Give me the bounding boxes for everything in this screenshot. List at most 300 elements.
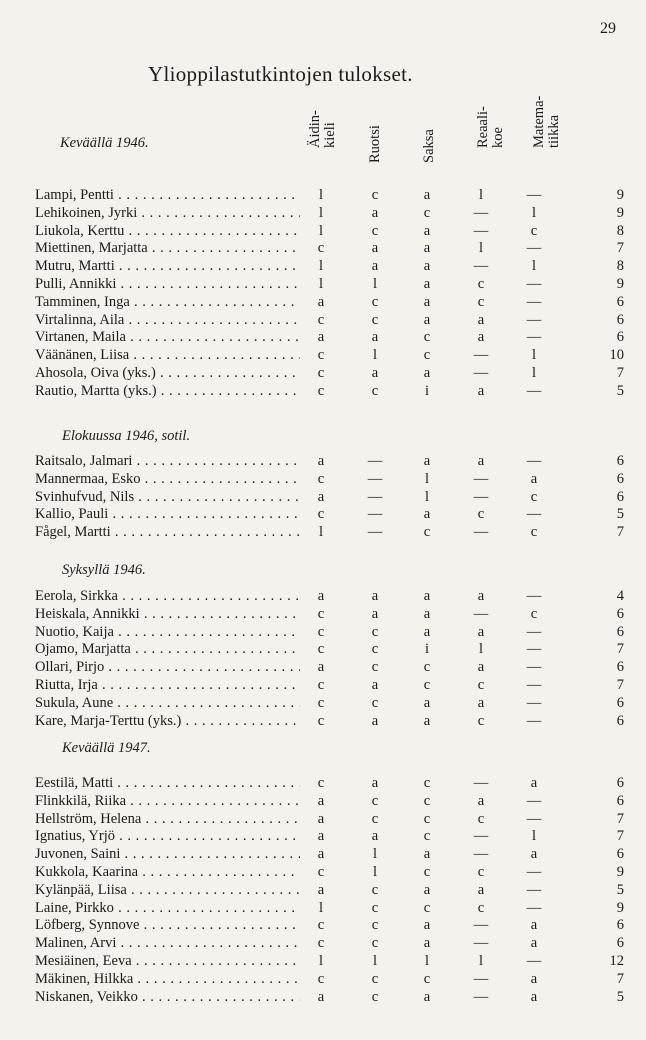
grade-cell: — xyxy=(526,810,542,827)
grade-cell: a xyxy=(317,293,325,310)
points-total: 10 xyxy=(609,347,624,364)
grade-cell: a xyxy=(371,588,379,604)
grade-cell: — xyxy=(526,899,542,916)
table-row xyxy=(0,640,646,658)
grade-cell: c xyxy=(371,293,379,310)
student-name: Virtalinna, Aila . . . xyxy=(35,311,300,329)
table-row xyxy=(0,952,646,970)
grade-cell: l xyxy=(478,240,484,257)
table-row xyxy=(0,587,646,605)
grade-cell: a xyxy=(423,506,431,523)
grade-cell: l xyxy=(372,864,378,880)
grade-cell: — xyxy=(526,792,542,809)
table-row xyxy=(0,488,646,506)
grade-cell: c xyxy=(317,365,325,381)
student-name: Mannermaa, Esko . . . xyxy=(35,470,300,488)
grade-cell: l xyxy=(424,488,430,505)
student-name: Tamminen, Inga . . . xyxy=(35,293,300,311)
grade-cell: a xyxy=(371,677,379,693)
grade-cell: a xyxy=(477,382,485,399)
points-total: 6 xyxy=(616,712,624,729)
points-total: 9 xyxy=(616,899,624,916)
grade-cell: l xyxy=(478,641,484,658)
grade-cell: l xyxy=(424,953,430,969)
grade-cell: c xyxy=(477,712,485,729)
table-row xyxy=(0,916,646,934)
grade-cell: a xyxy=(423,605,431,622)
points-total: 7 xyxy=(616,524,624,541)
grade-cell: c xyxy=(371,694,379,711)
table-row xyxy=(0,774,646,792)
grade-cell: c xyxy=(317,935,325,952)
points-total: 8 xyxy=(616,258,624,275)
grade-cell: l xyxy=(372,347,378,364)
student-name: Niskanen, Veikko . . . xyxy=(35,988,300,1006)
grade-cell: c xyxy=(423,659,431,676)
column-header xyxy=(472,96,508,180)
grade-cell: c xyxy=(371,881,379,898)
grade-cell: — xyxy=(526,623,542,640)
student-name: Ollari, Pirjo . . . xyxy=(35,658,300,676)
grade-cell: — xyxy=(526,659,542,676)
grade-cell: c xyxy=(317,775,325,791)
grade-cell: l xyxy=(318,953,324,969)
grade-cell: — xyxy=(526,641,542,658)
grade-cell: c xyxy=(423,524,431,541)
grade-cell: l xyxy=(531,828,537,845)
student-name: Laine, Pirkko . . . xyxy=(35,899,300,917)
grade-cell: a xyxy=(317,329,325,346)
points-total: 7 xyxy=(616,810,624,827)
grade-cell: — xyxy=(473,935,489,952)
grade-cell: — xyxy=(526,276,542,292)
grade-cell: a xyxy=(530,970,538,987)
grade-cell: a xyxy=(423,222,431,239)
table-row xyxy=(0,382,646,400)
points-total: 6 xyxy=(616,329,624,346)
table-row xyxy=(0,712,646,730)
grade-cell: c xyxy=(317,623,325,640)
grade-cell: — xyxy=(473,775,489,791)
grade-cell: — xyxy=(526,588,542,604)
grade-cell: a xyxy=(423,293,431,310)
grade-cell: a xyxy=(423,276,431,292)
grade-cell: c xyxy=(423,775,431,791)
points-total: 5 xyxy=(616,988,624,1005)
grade-cell: c xyxy=(530,605,538,622)
table-row xyxy=(0,623,646,641)
grade-cell: c xyxy=(530,222,538,239)
points-total: 7 xyxy=(616,240,624,257)
grade-cell: c xyxy=(317,917,325,934)
grade-cell: a xyxy=(477,329,485,346)
grade-cell: c xyxy=(371,659,379,676)
grade-cell: a xyxy=(371,329,379,346)
grade-cell: c xyxy=(530,524,538,541)
grade-cell: — xyxy=(473,988,489,1005)
student-name: Liukola, Kerttu . . . xyxy=(35,222,300,240)
grade-cell: c xyxy=(371,222,379,239)
grade-cell: l xyxy=(318,222,324,239)
grade-cell: c xyxy=(317,311,325,328)
grade-cell: — xyxy=(526,953,542,969)
grade-cell: a xyxy=(317,453,325,469)
points-total: 7 xyxy=(616,828,624,845)
grade-cell: a xyxy=(423,846,431,863)
table-row xyxy=(0,364,646,382)
grade-cell: c xyxy=(423,792,431,809)
points-total: 9 xyxy=(616,187,624,203)
grade-cell: c xyxy=(371,311,379,328)
grade-cell: c xyxy=(317,677,325,693)
points-total: 9 xyxy=(616,864,624,880)
grade-cell: a xyxy=(371,712,379,729)
grade-cell: c xyxy=(477,864,485,880)
grade-cell: l xyxy=(531,365,537,381)
grade-cell: l xyxy=(531,347,537,364)
column-header-label: Äidin- kieli xyxy=(307,110,338,148)
grade-cell: c xyxy=(371,917,379,934)
grade-cell: — xyxy=(473,846,489,863)
grade-cell: a xyxy=(423,988,431,1005)
grade-cell: — xyxy=(526,293,542,310)
grade-cell: a xyxy=(371,365,379,381)
points-total: 7 xyxy=(616,641,624,658)
grade-cell: a xyxy=(317,659,325,676)
grade-cell: l xyxy=(424,470,430,487)
grade-cell: a xyxy=(371,775,379,791)
grade-cell: a xyxy=(477,588,485,604)
grade-cell: a xyxy=(477,623,485,640)
points-total: 5 xyxy=(616,382,624,399)
grade-cell: — xyxy=(473,365,489,381)
table-row xyxy=(0,845,646,863)
grade-cell: c xyxy=(371,187,379,203)
grade-cell: — xyxy=(367,524,383,541)
points-total: 12 xyxy=(609,953,624,969)
grade-cell: l xyxy=(318,899,324,916)
grade-cell: l xyxy=(478,953,484,969)
points-total: 6 xyxy=(616,917,624,934)
points-total: 9 xyxy=(616,276,624,292)
grade-cell: — xyxy=(473,605,489,622)
grade-cell: a xyxy=(530,775,538,791)
column-header xyxy=(304,96,340,180)
table-row xyxy=(0,222,646,240)
grade-cell: c xyxy=(423,970,431,987)
points-total: 8 xyxy=(616,222,624,239)
grade-cell: c xyxy=(477,293,485,310)
grade-cell: l xyxy=(318,258,324,275)
grade-cell: a xyxy=(530,988,538,1005)
grade-cell: c xyxy=(477,899,485,916)
student-name: Ahosola, Oiva (yks.) . . . xyxy=(35,364,300,382)
grade-cell: — xyxy=(473,470,489,487)
points-total: 6 xyxy=(616,935,624,952)
student-name: Heiskala, Annikki . . . xyxy=(35,605,300,623)
student-name: Kylänpää, Liisa . . . xyxy=(35,881,300,899)
grade-cell: a xyxy=(477,659,485,676)
grade-cell: a xyxy=(317,810,325,827)
grade-cell: — xyxy=(367,488,383,505)
student-name: Juvonen, Saini . . . xyxy=(35,845,300,863)
grade-cell: a xyxy=(317,588,325,604)
table-row xyxy=(0,694,646,712)
grade-cell: — xyxy=(473,347,489,364)
grade-cell: c xyxy=(317,240,325,257)
grade-cell: — xyxy=(526,881,542,898)
student-name: Nuotio, Kaija . . . xyxy=(35,623,300,641)
table-row xyxy=(0,186,646,204)
table-row xyxy=(0,311,646,329)
grade-cell: l xyxy=(318,204,324,221)
points-total: 4 xyxy=(616,588,624,604)
grade-cell: c xyxy=(423,899,431,916)
student-name: Ignatius, Yrjö . . . xyxy=(35,827,300,845)
table-row xyxy=(0,899,646,917)
student-name: Sukula, Aune . . . xyxy=(35,694,300,712)
table-row xyxy=(0,346,646,364)
grade-cell: c xyxy=(477,276,485,292)
grade-cell: a xyxy=(423,365,431,381)
points-total: 6 xyxy=(616,775,624,791)
table-row xyxy=(0,810,646,828)
grade-cell: c xyxy=(477,810,485,827)
points-total: 6 xyxy=(616,488,624,505)
grade-cell: — xyxy=(473,258,489,275)
grade-cell: l xyxy=(372,846,378,863)
grade-cell: a xyxy=(530,917,538,934)
grade-cell: — xyxy=(526,311,542,328)
student-name: Virtanen, Maila . . . xyxy=(35,328,300,346)
grade-cell: l xyxy=(531,258,537,275)
table-row xyxy=(0,452,646,470)
grade-cell: c xyxy=(317,347,325,364)
points-total: 6 xyxy=(616,846,624,863)
grade-cell: c xyxy=(317,970,325,987)
table-row xyxy=(0,505,646,523)
grade-cell: c xyxy=(423,677,431,693)
grade-cell: c xyxy=(371,623,379,640)
grade-cell: — xyxy=(526,329,542,346)
grade-cell: — xyxy=(367,453,383,469)
table-row xyxy=(0,863,646,881)
table-row xyxy=(0,658,646,676)
points-total: 6 xyxy=(616,694,624,711)
grade-cell: — xyxy=(526,382,542,399)
section-title: Keväällä 1946. xyxy=(60,135,149,151)
student-name: Riutta, Irja . . . xyxy=(35,676,300,694)
page-number: 29 xyxy=(600,20,616,37)
table-row xyxy=(0,934,646,952)
student-name: Hellström, Helena . . . xyxy=(35,810,300,828)
grade-cell: i xyxy=(424,382,430,399)
grade-cell: c xyxy=(371,935,379,952)
grade-cell: — xyxy=(526,453,542,469)
points-total: 5 xyxy=(616,881,624,898)
points-total: 6 xyxy=(616,605,624,622)
grade-cell: — xyxy=(473,204,489,221)
points-total: 6 xyxy=(616,293,624,310)
grade-cell: a xyxy=(530,846,538,863)
student-name: Flinkkilä, Riika . . . xyxy=(35,792,300,810)
table-row xyxy=(0,676,646,694)
grade-cell: c xyxy=(317,712,325,729)
student-name: Väänänen, Liisa . . . xyxy=(35,346,300,364)
grade-cell: l xyxy=(531,204,537,221)
grade-cell: a xyxy=(423,712,431,729)
column-header xyxy=(364,96,400,180)
grade-cell: a xyxy=(423,187,431,203)
grade-cell: c xyxy=(423,810,431,827)
grade-cell: c xyxy=(317,382,325,399)
grade-cell: a xyxy=(477,694,485,711)
grade-cell: — xyxy=(526,712,542,729)
grade-cell: c xyxy=(423,828,431,845)
grade-cell: l xyxy=(318,187,324,203)
column-header-label: Ruotsi xyxy=(367,125,383,163)
table-row xyxy=(0,239,646,257)
student-name: Rautio, Martta (yks.) . . . xyxy=(35,382,300,400)
grade-cell: a xyxy=(423,917,431,934)
grade-cell: c xyxy=(423,864,431,880)
table-row xyxy=(0,293,646,311)
grade-cell: a xyxy=(371,258,379,275)
grade-cell: — xyxy=(526,694,542,711)
grade-cell: a xyxy=(423,258,431,275)
student-name: Löfberg, Synnove . . . xyxy=(35,916,300,934)
grade-cell: c xyxy=(371,641,379,658)
points-total: 6 xyxy=(616,659,624,676)
column-header-label: Reaali- koe xyxy=(475,106,506,148)
table-row xyxy=(0,257,646,275)
student-name: Ojamo, Marjatta . . . xyxy=(35,640,300,658)
grade-cell: a xyxy=(317,828,325,845)
points-total: 5 xyxy=(616,506,624,523)
grade-cell: c xyxy=(317,694,325,711)
grade-cell: a xyxy=(530,470,538,487)
section-title: Elokuussa 1946, sotil. xyxy=(62,428,191,444)
grade-cell: a xyxy=(423,935,431,952)
grade-cell: c xyxy=(477,677,485,693)
column-header-label: Matema- tiikka xyxy=(531,95,562,148)
grade-cell: — xyxy=(526,240,542,257)
student-name: Lampi, Pentti . . . xyxy=(35,186,300,204)
grade-cell: a xyxy=(423,453,431,469)
points-total: 6 xyxy=(616,311,624,328)
table-row xyxy=(0,204,646,222)
column-header-label: Saksa xyxy=(421,129,437,163)
table-row xyxy=(0,328,646,346)
table-row xyxy=(0,605,646,623)
student-name: Mäkinen, Hilkka . . . xyxy=(35,970,300,988)
student-name: Eerola, Sirkka . . . xyxy=(35,587,300,605)
table-row xyxy=(0,827,646,845)
student-name: Kallio, Pauli . . . xyxy=(35,505,300,523)
column-header xyxy=(528,96,564,180)
table-row xyxy=(0,523,646,541)
student-name: Malinen, Arvi . . . xyxy=(35,934,300,952)
student-name: Mutru, Martti . . . xyxy=(35,257,300,275)
grade-cell: — xyxy=(526,677,542,693)
grade-cell: c xyxy=(317,470,325,487)
grade-cell: — xyxy=(526,187,542,203)
table-row xyxy=(0,275,646,293)
grade-cell: a xyxy=(317,988,325,1005)
student-name: Kare, Marja-Terttu (yks.) . . . xyxy=(35,712,300,730)
student-name: Raitsalo, Jalmari . . . xyxy=(35,452,300,470)
points-total: 7 xyxy=(616,365,624,381)
student-name: Pulli, Annikki . . . xyxy=(35,275,300,293)
grade-cell: c xyxy=(477,506,485,523)
grade-cell: i xyxy=(424,641,430,658)
table-row xyxy=(0,792,646,810)
table-row xyxy=(0,970,646,988)
grade-cell: c xyxy=(530,488,538,505)
grade-cell: — xyxy=(473,917,489,934)
grade-cell: c xyxy=(423,329,431,346)
student-name: Miettinen, Marjatta . . . xyxy=(35,239,300,257)
grade-cell: a xyxy=(317,488,325,505)
grade-cell: c xyxy=(371,810,379,827)
grade-cell: a xyxy=(423,694,431,711)
page-title: Ylioppilastutkintojen tulokset. xyxy=(148,62,413,86)
grade-cell: l xyxy=(318,524,324,541)
grade-cell: a xyxy=(371,240,379,257)
grade-cell: a xyxy=(317,792,325,809)
grade-cell: a xyxy=(423,311,431,328)
points-total: 6 xyxy=(616,470,624,487)
grade-cell: c xyxy=(423,347,431,364)
grade-cell: a xyxy=(477,311,485,328)
points-total: 6 xyxy=(616,623,624,640)
grade-cell: c xyxy=(371,899,379,916)
grade-cell: — xyxy=(473,222,489,239)
points-total: 7 xyxy=(616,970,624,987)
grade-cell: — xyxy=(473,524,489,541)
grade-cell: c xyxy=(317,605,325,622)
table-row xyxy=(0,470,646,488)
grade-cell: — xyxy=(367,506,383,523)
grade-cell: c xyxy=(371,382,379,399)
grade-cell: c xyxy=(371,988,379,1005)
grade-cell: a xyxy=(371,204,379,221)
points-total: 6 xyxy=(616,792,624,809)
grade-cell: — xyxy=(473,970,489,987)
grade-cell: a xyxy=(423,623,431,640)
grade-cell: c xyxy=(317,506,325,523)
points-total: 9 xyxy=(616,204,624,221)
grade-cell: l xyxy=(478,187,484,203)
grade-cell: a xyxy=(477,453,485,469)
grade-cell: a xyxy=(477,881,485,898)
grade-cell: — xyxy=(526,506,542,523)
grade-cell: l xyxy=(372,953,378,969)
grade-cell: l xyxy=(372,276,378,292)
student-name: Lehikoinen, Jyrki . . . xyxy=(35,204,300,222)
student-name: Eestilä, Matti . . . xyxy=(35,774,300,792)
grade-cell: c xyxy=(317,641,325,658)
grade-cell: a xyxy=(371,605,379,622)
grade-cell: — xyxy=(367,470,383,487)
table-row xyxy=(0,881,646,899)
student-name: Kukkola, Kaarina . . . xyxy=(35,863,300,881)
grade-cell: a xyxy=(530,935,538,952)
points-total: 7 xyxy=(616,677,624,693)
column-header xyxy=(418,96,454,180)
student-name: Fågel, Martti . . . xyxy=(35,523,300,541)
student-name: Svinhufvud, Nils . . . xyxy=(35,488,300,506)
